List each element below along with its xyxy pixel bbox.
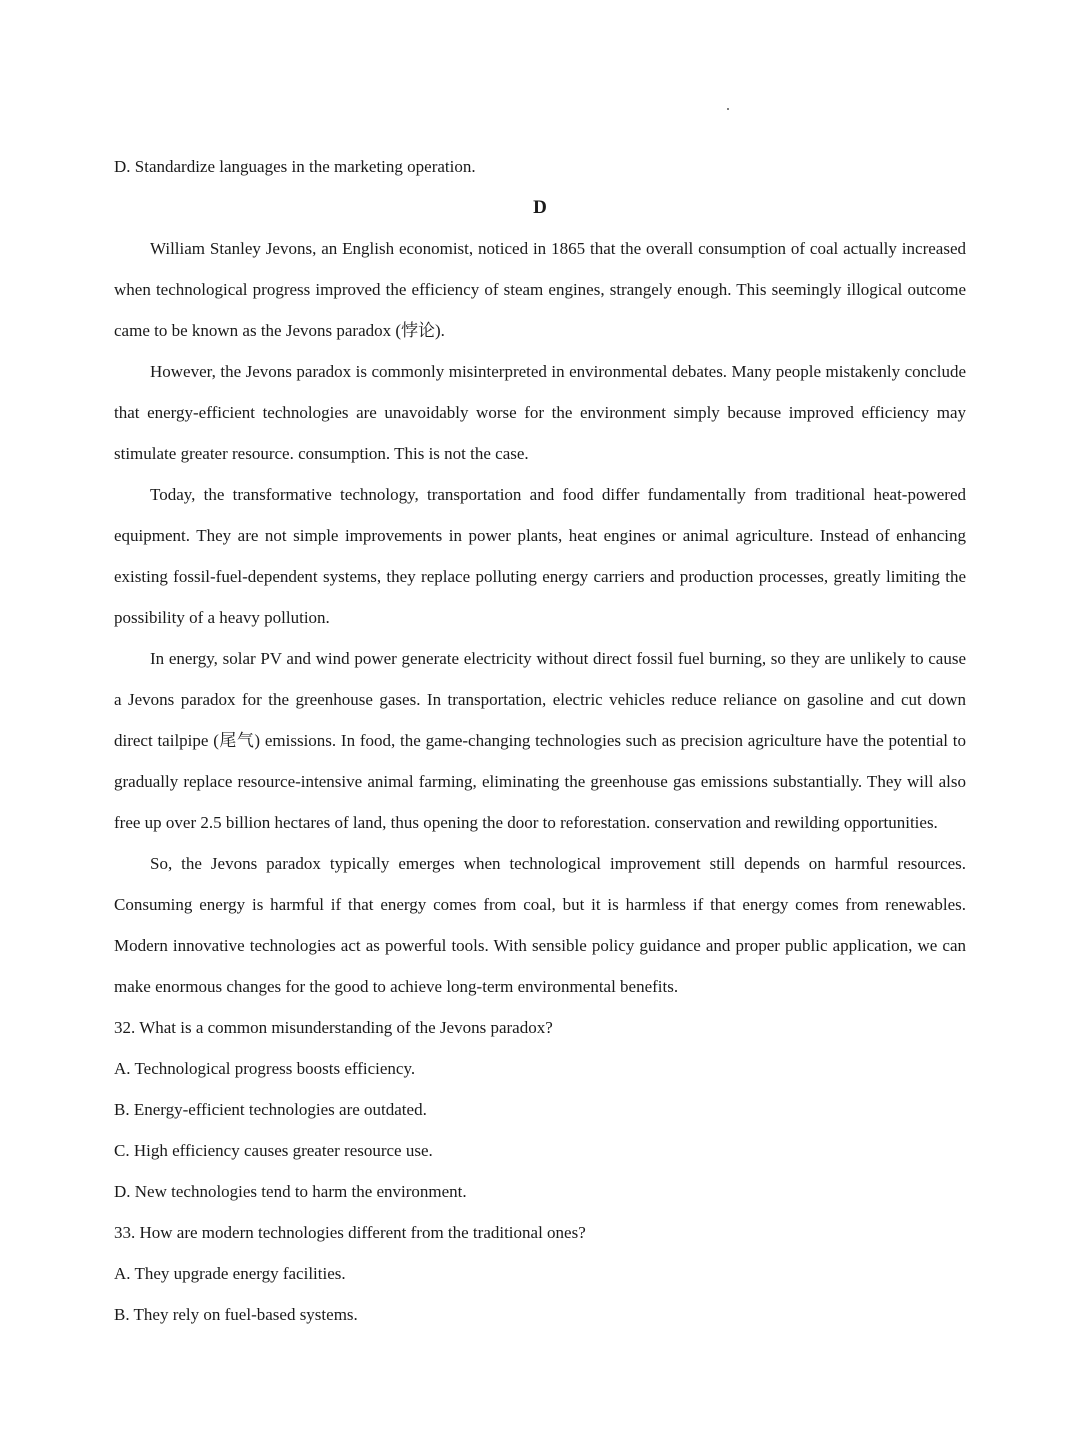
passage-paragraph-5: So, the Jevons paradox typically emerges when technological improvement still depends on harmful resources. Consuming energy is harmful if that energy comes from coal, but it is harmless if that energy comes from renewables. Modern innovative technologies act as powerful tools. With sensible policy guidance and proper public application, we can make enormous changes for the good to achieve long-term environmental benefits.: [114, 854, 966, 996]
previous-question-option-d: D. Standardize languages in the marketing operation.: [114, 157, 476, 176]
passage-paragraph-3: Today, the transformative technology, transportation and food differ fundamentally from traditional heat-powered equipment. They are not simple improvements in power plants, heat engines or animal agriculture. Instead of enhancing existing fossil-fuel-dependent systems, they replace polluting energy carriers and production processes, greatly limiting the possibility of a heavy pollution.: [114, 485, 966, 627]
question-stem: 33. How are modern technologies different from the traditional ones?: [114, 1223, 586, 1242]
passage-section-label: D: [533, 197, 547, 218]
question-option: C. High efficiency causes greater resource use.: [114, 1141, 433, 1160]
question-32: [114, 1007, 966, 1212]
page-speck: [727, 108, 729, 110]
question-option: B. They rely on fuel-based systems.: [114, 1305, 358, 1324]
document-page: [114, 146, 966, 1335]
question-option: B. Energy-efficient technologies are outdated.: [114, 1100, 427, 1119]
passage-body: [114, 228, 966, 1007]
question-option: A. Technological progress boosts efficiency.: [114, 1059, 416, 1078]
passage-paragraph-2: However, the Jevons paradox is commonly misinterpreted in environmental debates. Many people mistakenly conclude that energy-efficient technologies are unavoidably worse for the environment simply because improved efficiency may stimulate greater resource. consumption. This is not the case.: [114, 362, 966, 463]
question-option: D. New technologies tend to harm the environment.: [114, 1182, 467, 1201]
question-option: A. They upgrade energy facilities.: [114, 1264, 346, 1283]
question-33: [114, 1212, 966, 1335]
question-stem: 32. What is a common misunderstanding of the Jevons paradox?: [114, 1018, 553, 1037]
passage-paragraph-4: In energy, solar PV and wind power generate electricity without direct fossil fuel burning, so they are unlikely to cause a Jevons paradox for the greenhouse gases. In transportation, electric vehicles reduce reliance on gasoline and cut down direct tailpipe (尾气) emissions. In food, the game-changing technologies such as precision agriculture have the potential to gradually replace resource-intensive animal farming, eliminating the greenhouse gas emissions substantially. They will also free up over 2.5 billion hectares of land, thus opening the door to reforestation. conservation and rewilding opportunities.: [114, 649, 966, 832]
passage-paragraph-1: William Stanley Jevons, an English economist, noticed in 1865 that the overall consumption of coal actually increased when technological progress improved the efficiency of steam engines, strangely enough. This seemingly illogical outcome came to be known as the Jevons paradox (悖论).: [114, 239, 966, 340]
